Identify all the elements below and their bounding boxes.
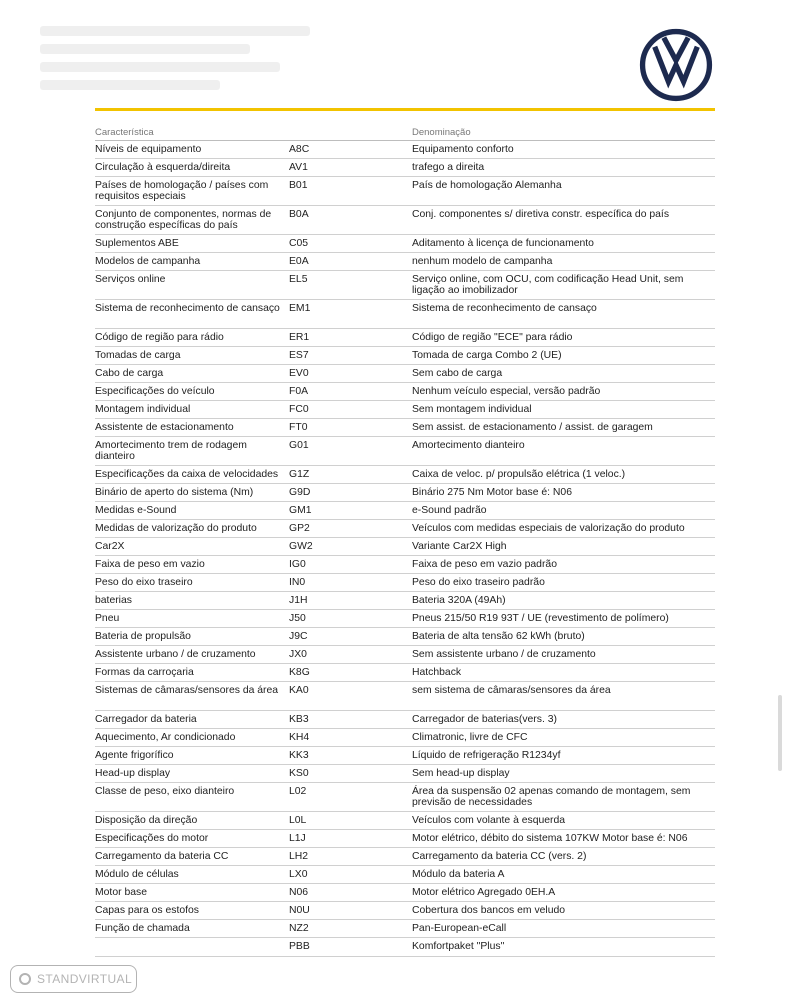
code-cell: G01 xyxy=(289,440,309,451)
characteristic-cell: Módulo de células xyxy=(95,869,179,880)
denomination-cell: Sem assistente urbano / de cruzamento xyxy=(412,649,596,660)
characteristic-cell: Amortecimento trem de rodagem dianteiro xyxy=(95,440,247,462)
characteristic-cell: Países de homologação / países com requisitos especiais xyxy=(95,180,269,202)
table-row xyxy=(95,574,715,592)
characteristic-cell: Carregamento da bateria CC xyxy=(95,851,229,862)
table-row xyxy=(95,538,715,556)
table-row xyxy=(95,383,715,401)
denomination-cell: Pneus 215/50 R19 93T / UE (revestimento de polímero) xyxy=(412,613,669,624)
characteristic-cell: Suplementos ABE xyxy=(95,238,179,249)
characteristic-cell: Especificações da caixa de velocidades xyxy=(95,469,279,480)
table-row xyxy=(95,300,715,329)
code-cell: A8C xyxy=(289,144,310,155)
denomination-cell: Líquido de refrigeração R1234yf xyxy=(412,750,561,761)
characteristic-cell: Especificações do veículo xyxy=(95,386,215,397)
denomination-cell: Carregador de baterias(vers. 3) xyxy=(412,714,557,725)
denomination-cell: Bateria 320A (49Ah) xyxy=(412,595,506,606)
characteristic-cell: Car2X xyxy=(95,541,125,552)
characteristic-cell: Binário de aperto do sistema (Nm) xyxy=(95,487,254,498)
code-cell: K8G xyxy=(289,667,310,678)
characteristic-cell: Circulação à esquerda/direita xyxy=(95,162,231,173)
denomination-cell: Veículos com medidas especiais de valorização do produto xyxy=(412,523,685,534)
code-cell: FT0 xyxy=(289,422,308,433)
denomination-cell: Nenhum veículo especial, versão padrão xyxy=(412,386,601,397)
denomination-cell: Amortecimento dianteiro xyxy=(412,440,525,451)
table-row xyxy=(95,711,715,729)
denomination-cell: Sem head-up display xyxy=(412,768,510,779)
code-cell: F0A xyxy=(289,386,309,397)
code-cell: KH4 xyxy=(289,732,310,743)
denomination-cell: Sem cabo de carga xyxy=(412,368,503,379)
characteristic-cell: Conjunto de componentes, normas de construção específicas do país xyxy=(95,209,272,231)
denomination-cell: Código de região "ECE" para rádio xyxy=(412,332,573,343)
denomination-cell: Faixa de peso em vazio padrão xyxy=(412,559,557,570)
code-cell: EV0 xyxy=(289,368,309,379)
code-cell: PBB xyxy=(289,941,310,952)
denomination-cell: e-Sound padrão xyxy=(412,505,487,516)
accent-rule xyxy=(95,108,715,111)
table-row xyxy=(95,664,715,682)
characteristic-cell: Agente frigorífico xyxy=(95,750,174,761)
characteristic-cell: Código de região para rádio xyxy=(95,332,224,343)
table-row xyxy=(95,520,715,538)
characteristic-cell: Classe de peso, eixo dianteiro xyxy=(95,786,235,797)
code-cell: J9C xyxy=(289,631,308,642)
denomination-cell: sem sistema de câmaras/sensores da área xyxy=(412,685,611,696)
code-cell: IG0 xyxy=(289,559,306,570)
code-cell: N0U xyxy=(289,905,310,916)
denomination-cell: Cobertura dos bancos em veludo xyxy=(412,905,566,916)
code-cell: KB3 xyxy=(289,714,309,725)
table-row xyxy=(95,141,715,159)
code-cell: ES7 xyxy=(289,350,309,361)
characteristic-cell: Função de chamada xyxy=(95,923,190,934)
scroll-indicator xyxy=(778,695,782,771)
characteristic-cell: Sistema de reconhecimento de cansaço xyxy=(95,303,280,314)
characteristic-cell: Medidas de valorização do produto xyxy=(95,523,257,534)
characteristic-cell: Medidas e-Sound xyxy=(95,505,177,516)
table-row xyxy=(95,729,715,747)
denomination-cell: Binário 275 Nm Motor base é: N06 xyxy=(412,487,572,498)
code-cell: L02 xyxy=(289,786,307,797)
denomination-cell: Pan-European-eCall xyxy=(412,923,507,934)
code-cell: GP2 xyxy=(289,523,310,534)
table-row xyxy=(95,271,715,300)
denomination-cell: Variante Car2X High xyxy=(412,541,507,552)
code-cell: KS0 xyxy=(289,768,309,779)
table-row xyxy=(95,682,715,711)
denomination-cell: Área da suspensão 02 apenas comando de montagem, sem previsão de necessidades xyxy=(412,786,691,808)
code-cell: L1J xyxy=(289,833,306,844)
characteristic-cell: Assistente urbano / de cruzamento xyxy=(95,649,256,660)
denomination-cell: Motor elétrico Agregado 0EH.A xyxy=(412,887,556,898)
denomination-cell: Conj. componentes s/ diretiva constr. específica do país xyxy=(412,209,670,220)
faded-background-text xyxy=(40,18,340,98)
denomination-cell: Motor elétrico, débito do sistema 107KW Motor base é: N06 xyxy=(412,833,688,844)
denomination-cell: Carregamento da bateria CC (vers. 2) xyxy=(412,851,587,862)
code-cell: NZ2 xyxy=(289,923,309,934)
code-cell: GM1 xyxy=(289,505,312,516)
table-row xyxy=(95,628,715,646)
table-row xyxy=(95,765,715,783)
denomination-cell: nenhum modelo de campanha xyxy=(412,256,553,267)
code-cell: FC0 xyxy=(289,404,309,415)
characteristic-cell: Carregador da bateria xyxy=(95,714,197,725)
code-cell: B0A xyxy=(289,209,309,220)
table-row xyxy=(95,884,715,902)
characteristic-cell: Faixa de peso em vazio xyxy=(95,559,205,570)
code-cell: N06 xyxy=(289,887,309,898)
header-denominacao: Denominação xyxy=(412,127,471,138)
code-cell: AV1 xyxy=(289,162,308,173)
code-cell: EL5 xyxy=(289,274,308,285)
code-cell: E0A xyxy=(289,256,309,267)
characteristic-cell: Sistemas de câmaras/sensores da área xyxy=(95,685,279,696)
characteristic-cell: Peso do eixo traseiro xyxy=(95,577,193,588)
characteristic-cell: Cabo de carga xyxy=(95,368,164,379)
denomination-cell: Equipamento conforto xyxy=(412,144,514,155)
denomination-cell: Veículos com volante à esquerda xyxy=(412,815,566,826)
table-row xyxy=(95,848,715,866)
table-row xyxy=(95,747,715,765)
table-row xyxy=(95,830,715,848)
code-cell: EM1 xyxy=(289,303,311,314)
table-row xyxy=(95,812,715,830)
characteristic-cell: Montagem individual xyxy=(95,404,191,415)
characteristic-cell: Disposição da direção xyxy=(95,815,198,826)
table-row xyxy=(95,484,715,502)
denomination-cell: Climatronic, livre de CFC xyxy=(412,732,528,743)
table-row xyxy=(95,920,715,938)
code-cell: GW2 xyxy=(289,541,313,552)
code-cell: J50 xyxy=(289,613,306,624)
table-row xyxy=(95,206,715,235)
characteristic-cell: Níveis de equipamento xyxy=(95,144,202,155)
code-cell: ER1 xyxy=(289,332,310,343)
denomination-cell: País de homologação Alemanha xyxy=(412,180,562,191)
denomination-cell: Bateria de alta tensão 62 kWh (bruto) xyxy=(412,631,585,642)
table-row xyxy=(95,866,715,884)
volkswagen-logo-icon xyxy=(638,27,714,103)
code-cell: B01 xyxy=(289,180,308,191)
characteristic-cell: Capas para os estofos xyxy=(95,905,199,916)
code-cell: IN0 xyxy=(289,577,306,588)
table-row xyxy=(95,177,715,206)
table-row xyxy=(95,437,715,466)
denomination-cell: Sem assist. de estacionamento / assist. de garagem xyxy=(412,422,653,433)
table-row xyxy=(95,365,715,383)
table-row xyxy=(95,235,715,253)
header-caracteristica: Característica xyxy=(95,127,154,138)
table-row xyxy=(95,610,715,628)
table-row xyxy=(95,646,715,664)
denomination-cell: Sistema de reconhecimento de cansaço xyxy=(412,303,597,314)
denomination-cell: Caixa de veloc. p/ propulsão elétrica (1 veloc.) xyxy=(412,469,626,480)
characteristic-cell: baterias xyxy=(95,595,132,606)
code-cell: C05 xyxy=(289,238,309,249)
denomination-cell: Módulo da bateria A xyxy=(412,869,505,880)
denomination-cell: Peso do eixo traseiro padrão xyxy=(412,577,545,588)
code-cell: LH2 xyxy=(289,851,309,862)
table-row xyxy=(95,902,715,920)
characteristic-cell: Head-up display xyxy=(95,768,171,779)
code-cell: G9D xyxy=(289,487,311,498)
denomination-cell: Tomada de carga Combo 2 (UE) xyxy=(412,350,562,361)
code-cell: G1Z xyxy=(289,469,310,480)
table-row xyxy=(95,347,715,365)
characteristic-cell: Pneu xyxy=(95,613,120,624)
equipment-table xyxy=(95,124,715,957)
denomination-cell: Sem montagem individual xyxy=(412,404,532,415)
watermark-logo-icon xyxy=(19,973,31,985)
code-cell: L0L xyxy=(289,815,307,826)
table-row xyxy=(95,592,715,610)
table-row xyxy=(95,401,715,419)
denomination-cell: Komfortpaket "Plus" xyxy=(412,941,505,952)
characteristic-cell: Aquecimento, Ar condicionado xyxy=(95,732,236,743)
characteristic-cell: Serviços online xyxy=(95,274,166,285)
table-row xyxy=(95,419,715,437)
code-cell: LX0 xyxy=(289,869,308,880)
table-row xyxy=(95,329,715,347)
denomination-cell: Aditamento à licença de funcionamento xyxy=(412,238,594,249)
code-cell: JX0 xyxy=(289,649,307,660)
table-row xyxy=(95,502,715,520)
denomination-cell: Hatchback xyxy=(412,667,462,678)
characteristic-cell: Modelos de campanha xyxy=(95,256,201,267)
code-cell: KK3 xyxy=(289,750,309,761)
table-header xyxy=(95,124,715,141)
characteristic-cell: Especificações do motor xyxy=(95,833,209,844)
characteristic-cell: Assistente de estacionamento xyxy=(95,422,234,433)
table-row xyxy=(95,783,715,812)
characteristic-cell: Tomadas de carga xyxy=(95,350,181,361)
table-row xyxy=(95,253,715,271)
table-row xyxy=(95,466,715,484)
table-row xyxy=(95,556,715,574)
watermark-text: STANDVIRTUAL xyxy=(37,972,133,986)
code-cell: KA0 xyxy=(289,685,309,696)
standvirtual-watermark xyxy=(10,965,137,993)
table-row xyxy=(95,159,715,177)
characteristic-cell: Formas da carroçaria xyxy=(95,667,194,678)
code-cell: J1H xyxy=(289,595,308,606)
characteristic-cell: Bateria de propulsão xyxy=(95,631,191,642)
denomination-cell: trafego a direita xyxy=(412,162,485,173)
characteristic-cell: Motor base xyxy=(95,887,147,898)
table-row xyxy=(95,938,715,957)
denomination-cell: Serviço online, com OCU, com codificação Head Unit, sem ligação ao imobilizador xyxy=(412,274,684,296)
